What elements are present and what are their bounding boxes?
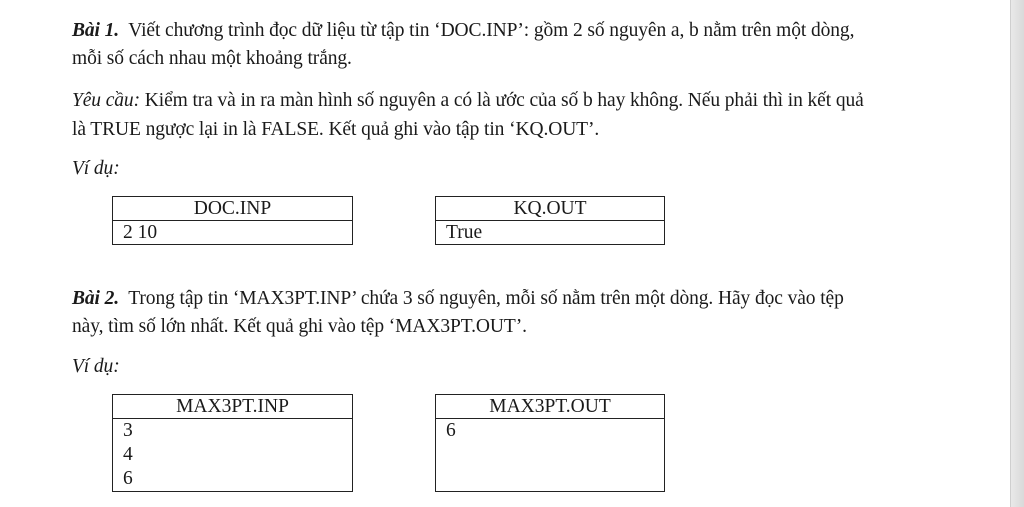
bai1-requirement-line2: là TRUE ngược lại in là FALSE. Kết quả ghi vào tập tin ‘KQ.OUT’.: [72, 119, 600, 140]
bai2-input-value: 4: [123, 444, 133, 465]
bai2-line1: [72, 287, 844, 311]
bai2-input-table-header: MAX3PT.INP: [113, 395, 353, 419]
bai2-input-table: [112, 394, 353, 492]
bai1-heading: Bài 1.: [72, 20, 120, 41]
bai1-input-table: [112, 196, 353, 245]
bai2-text-line1: Trong tập tin ‘MAX3PT.INP’ chứa 3 số nguyên, mỗi số nằm trên một dòng. Hãy đọc vào tệp: [128, 288, 844, 309]
bai2-output-table-header: MAX3PT.OUT: [436, 395, 665, 419]
bai2-example-label: Ví dụ:: [72, 356, 120, 377]
bai2-output-table-cell: [436, 419, 665, 492]
bai2-input-value: 3: [123, 420, 133, 441]
page-edge-shadow: [1011, 0, 1024, 507]
bai2-heading: Bài 2.: [72, 288, 120, 309]
bai2-input-table-cell: [113, 419, 353, 492]
bai1-text-line1: Viết chương trình đọc dữ liệu từ tập tin ‘DOC.INP’: gồm 2 số nguyên a, b nằm trên một dòng,: [128, 20, 855, 41]
bai1-requirement-label: Yêu cầu:: [72, 90, 140, 111]
bai1-line2: mỗi số cách nhau một khoảng trắng.: [72, 48, 352, 69]
bai1-input-table-cell: 2 10: [113, 221, 353, 245]
bai1-example-label: Ví dụ:: [72, 158, 120, 179]
bai1-output-table-header: KQ.OUT: [436, 197, 665, 221]
bai2-input-value: 6: [123, 468, 133, 489]
bai2-output-table: [435, 394, 665, 492]
bai1-input-table-header: DOC.INP: [113, 197, 353, 221]
bai1-requirement-line1: [72, 89, 864, 113]
bai1-requirement-text1: Kiểm tra và in ra màn hình số nguyên a có là ước của số b hay không. Nếu phải thì in kết quả: [144, 90, 864, 111]
bai2-line2: này, tìm số lớn nhất. Kết quả ghi vào tệp ‘MAX3PT.OUT’.: [72, 316, 527, 337]
bai2-output-value: 6: [446, 420, 456, 441]
bai1-line1: [72, 19, 854, 43]
bai1-output-table: [435, 196, 665, 245]
bai1-output-table-cell: True: [436, 221, 665, 245]
